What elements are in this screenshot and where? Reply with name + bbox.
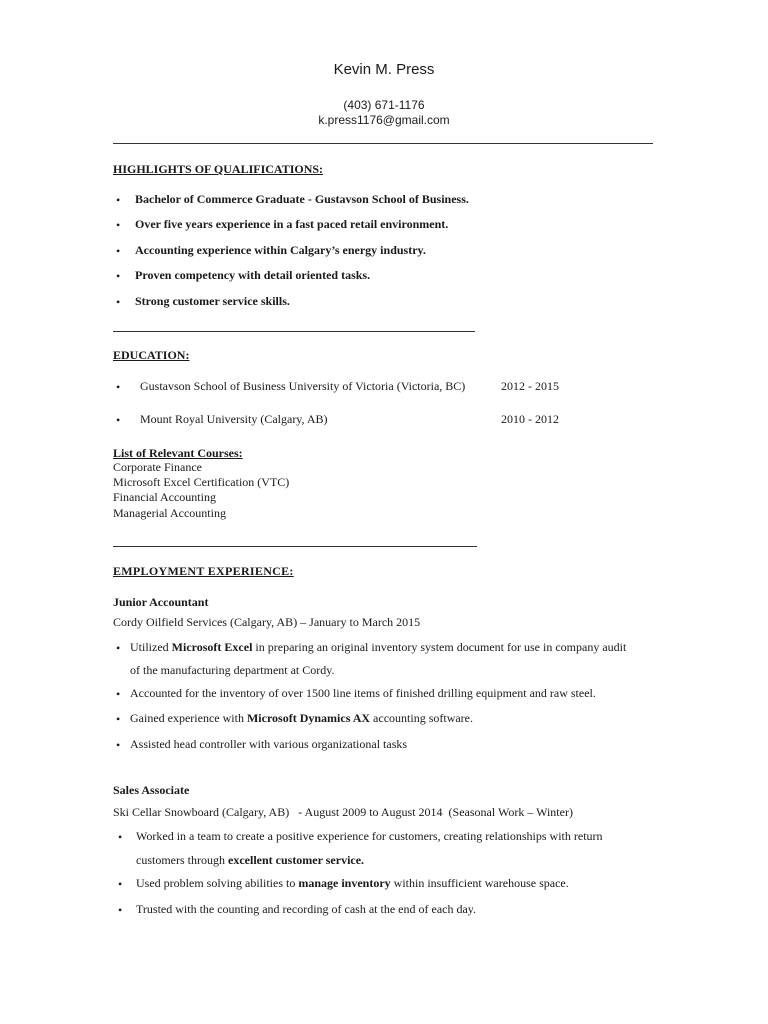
bullet-icon: • [116,218,121,232]
job-bullet-continuation: of the manufacturing department at Cordy. [130,663,335,677]
job-bullet-text-part: Used problem solving abilities to [136,876,299,890]
bullet-icon: • [116,687,121,701]
bullet-icon: • [116,380,121,394]
resume-name: Kevin M. Press [333,61,435,78]
employment-heading: EMPLOYMENT EXPERIENCE: [113,564,294,578]
section-divider [113,331,475,332]
highlight-item: Strong customer service skills. [135,294,290,308]
phone-number: (403) 671-1176 [343,98,425,112]
job-title: Sales Associate [113,783,190,797]
bullet-icon: • [116,244,121,258]
job-bullet-text-part: in preparing an original inventory system document for use in company audit [252,640,627,654]
bullet-icon: • [118,830,123,844]
education-school: Mount Royal University (Calgary, AB) [140,412,328,426]
bullet-icon: • [116,641,121,655]
bullet-icon: • [116,413,121,427]
education-years: 2012 - 2015 [501,379,559,393]
job-bullet-text [130,640,626,655]
bullet-icon: • [118,903,123,917]
job-bullet-text: Worked in a team to create a positive experience for customers, creating relationships with return [136,829,603,843]
courses-heading: List of Relevant Courses: [113,446,243,460]
bullet-icon: • [116,269,121,283]
education-school: Gustavson School of Business University of Victoria (Victoria, BC) [140,379,466,393]
job-bullet-text: Trusted with the counting and recording of cash at the end of each day. [136,902,477,916]
bullet-icon: • [116,738,121,752]
job-bullet-text: Assisted head controller with various organizational tasks [130,737,408,751]
section-divider [113,546,477,547]
course-item: Microsoft Excel Certification (VTC) [113,475,290,489]
job-bullet-text: Accounted for the inventory of over 1500 line items of finished drilling equipment and raw steel. [130,686,596,700]
job-bullet-text-part: Gained experience with [130,711,247,725]
highlight-item: Accounting experience within Calgary’s energy industry. [135,243,426,257]
job-company: Cordy Oilfield Services (Calgary, AB) – January to March 2015 [113,615,421,629]
highlight-item: Bachelor of Commerce Graduate - Gustavson School of Business. [135,192,469,206]
bullet-icon: • [116,712,121,726]
job-bullet-text-part: Utilized [130,640,172,654]
course-item: Managerial Accounting [113,506,226,520]
job-bullet-text-part: customers through [136,853,228,867]
job-title: Junior Accountant [113,595,209,609]
job-bullet-emphasis: excellent customer service. [228,853,365,867]
job-bullet-emphasis: manage inventory [298,876,391,890]
header-divider [113,143,653,144]
bullet-icon: • [116,193,121,207]
bullet-icon: • [116,295,121,309]
education-years: 2010 - 2012 [501,412,559,426]
job-bullet-emphasis: Microsoft Dynamics AX [246,711,371,725]
email-address: k.press1176@gmail.com [318,113,450,127]
job-bullet-text [136,876,569,891]
job-bullet-emphasis: Microsoft Excel [171,640,253,654]
bullet-icon: • [118,877,123,891]
highlight-item: Over five years experience in a fast paced retail environment. [135,217,449,231]
job-company: Ski Cellar Snowboard (Calgary, AB) - August 2009 to August 2014 (Seasonal Work – Winter) [113,805,573,819]
job-bullet-text-part: within insufficient warehouse space. [390,876,569,890]
highlights-heading: HIGHLIGHTS OF QUALIFICATIONS: [113,162,324,176]
course-item: Corporate Finance [113,460,202,474]
course-item: Financial Accounting [113,490,216,504]
highlight-item: Proven competency with detail oriented tasks. [135,268,371,282]
job-bullet-text [130,711,473,726]
job-bullet-text-part: accounting software. [370,711,474,725]
education-heading: EDUCATION: [113,348,190,362]
job-bullet-continuation [136,853,364,868]
